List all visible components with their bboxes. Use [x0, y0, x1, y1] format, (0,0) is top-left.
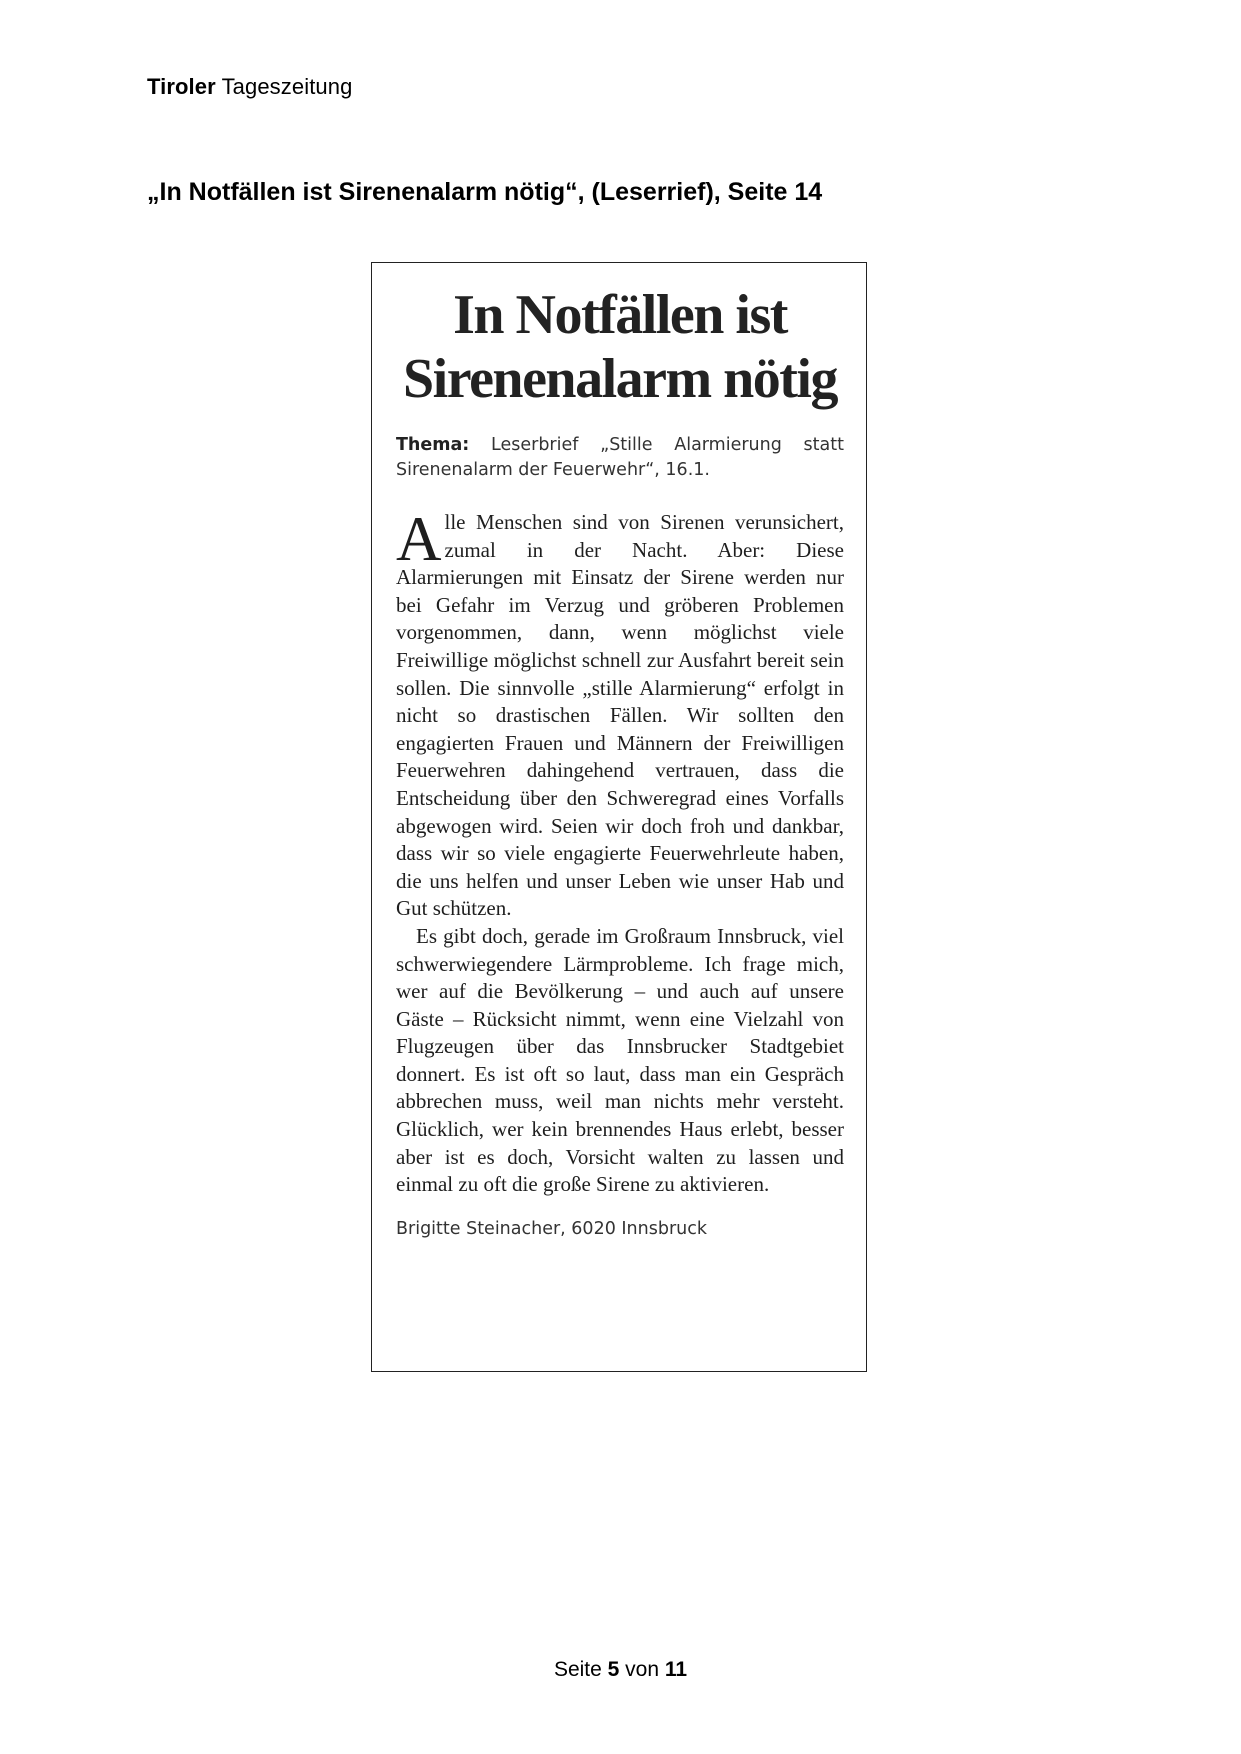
footer-prefix: Seite [553, 1658, 608, 1681]
paragraph-1-text: lle Menschen sind von Sirenen verunsichert, zumal in der Nacht. Aber: Diese Alarmierungen mit Einsatz der Sirene werden nur bei Gefahr im Verzug und gröberen Problemen vorgenommen, dann, wenn möglichst viele Freiwillige möglichst schnell zur Ausfahrt bereit sein sollen. Die sinnvolle „stille Alarmierung“ erfolgt in nicht so drastischen Fällen. Wir sollten den engagierten Frauen und Männern der Freiwilligen Feuerwehren dahingehend vertrauen, dass die Entscheidung über den Schweregrad eines Vorfalls abgewogen wird. Seien wir doch froh und dankbar, dass wir so viele engagierte Feuerwehrleute haben, die uns helfen und unser Leben wie unser Hab und Gut schützen. [396, 510, 844, 921]
article-body [396, 504, 844, 1199]
page-footer [0, 1658, 1241, 1682]
publication-name-rest: Tageszeitung [215, 74, 353, 99]
document-title: „In Notfällen ist Sirenenalarm nötig“, (Leserrief), Seite 14 [147, 178, 823, 206]
letter-signature: Brigitte Steinacher, 6020 Innsbruck [396, 1218, 708, 1239]
newspaper-clipping [371, 262, 867, 1372]
headline-line-2: Sirenenalarm nötig [403, 348, 837, 410]
publication-name [147, 74, 352, 100]
drop-cap: A [396, 504, 442, 574]
footer-middle: von [619, 1658, 665, 1681]
article-paragraph-2: Es gibt doch, gerade im Großraum Innsbruck, viel schwerwiegendere Lärmprobleme. Ich frage mich, wer auf die Bevölkerung – und auch auf unsere Gäste – Rücksicht nimmt, wenn eine Vielzahl von Flugzeugen über das Innsbrucker Stadtgebiet donnert. Es ist oft so laut, dass man ein Gespräch abbrechen muss, weil man nichts mehr versteht. Glücklich, wer kein brennendes Haus erlebt, besser aber ist es doch, Vorsicht walten zu lassen und einmal zu oft die große Sirene zu aktivieren. [396, 923, 844, 1197]
headline-line-1: In Notfällen ist [453, 284, 787, 346]
topic-label: Thema: [396, 435, 470, 455]
publication-name-bold: Tiroler [147, 74, 216, 99]
article-headline [396, 283, 844, 411]
article-paragraph-1 [396, 504, 844, 923]
total-pages-number: 11 [664, 1658, 688, 1681]
current-page-number: 5 [607, 1658, 620, 1681]
article-topic [396, 433, 844, 483]
topic-text: Leserbrief „Stille Alarmierung statt Sirenenalarm der Feuerwehr“, 16.1. [396, 435, 844, 480]
